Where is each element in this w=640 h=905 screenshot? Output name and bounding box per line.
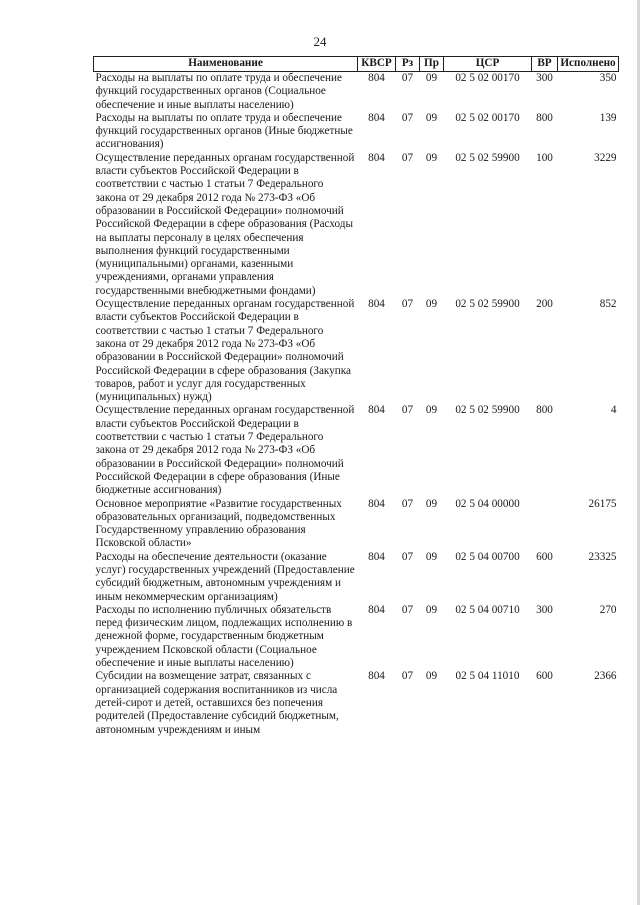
row-amount: 23325 — [588, 550, 617, 563]
row-csr: 02 5 02 00170 — [455, 111, 520, 124]
header-csr: ЦСР — [444, 57, 532, 72]
row-rz: 07 — [401, 497, 414, 510]
row-kvsr: 804 — [368, 497, 385, 510]
row-kvsr: 804 — [368, 603, 385, 616]
row-name: Основное мероприятие «Развитие государственных образовательных организаций, подведомственных Государственному управлению образования Псковской области» — [95, 497, 342, 550]
row-name: Осуществление переданных органам государственной власти субъектов Российской Федерации в соответствии с частью 1 статьи 7 Федерального закона от 29 декабря 2012 года № 273-ФЗ «Об образовании в Российской Федерации» полномочий Российской Федерации в сфере образования (Закупка товаров, работ и услуг для государственных (муниципальных) нужд) — [95, 298, 355, 404]
table-row — [94, 298, 619, 404]
row-kvsr: 804 — [368, 550, 385, 563]
row-rz: 07 — [401, 404, 414, 417]
row-name: Расходы на выплаты по оплате труда и обеспечение функций государственных органов (Иные бюджетные ассигнования) — [95, 111, 353, 151]
row-csr: 02 5 02 59900 — [455, 298, 520, 311]
table-header-row — [94, 57, 619, 72]
row-amount: 3229 — [594, 151, 617, 164]
row-csr: 02 5 02 59900 — [455, 404, 520, 417]
row-amount: 852 — [599, 298, 617, 311]
row-name: Осуществление переданных органам государственной власти субъектов Российской Федерации в соответствии с частью 1 статьи 7 Федерального закона от 29 декабря 2012 года № 273-ФЗ «Об образовании в Российской Федерации» полномочий Российской Федерации в сфере образования (Иные бюджетные ассигнования) — [95, 404, 355, 497]
row-amount: 4 — [610, 404, 617, 417]
row-csr: 02 5 04 00710 — [455, 603, 520, 616]
row-vr: 300 — [536, 603, 553, 616]
row-vr — [532, 498, 558, 551]
row-amount: 270 — [599, 603, 617, 616]
row-vr: 800 — [536, 404, 553, 417]
table-row — [94, 670, 619, 736]
header-amount: Исполнено — [558, 57, 619, 72]
row-pr: 09 — [425, 72, 438, 84]
row-pr: 09 — [425, 298, 438, 311]
row-csr: 02 5 04 11010 — [455, 670, 520, 683]
table-row — [94, 112, 619, 152]
row-pr: 09 — [425, 603, 438, 616]
table-row — [94, 152, 619, 298]
table-row — [94, 72, 619, 112]
row-vr: 200 — [536, 298, 553, 311]
row-pr: 09 — [425, 404, 438, 417]
row-pr: 09 — [425, 670, 438, 683]
row-rz: 07 — [401, 670, 414, 683]
header-rz: Рз — [396, 57, 420, 72]
row-kvsr: 804 — [368, 72, 385, 84]
row-vr: 800 — [536, 111, 553, 124]
row-kvsr: 804 — [368, 111, 385, 124]
header-vr: ВР — [532, 57, 558, 72]
row-name: Субсидии на возмещение затрат, связанных с организацией содержания воспитанников из числа детей-сирот и детей, оставшихся без попечения родителей (Предоставление субсидий бюджетным, автономным учреждениям и иным — [95, 670, 339, 736]
table-row — [94, 404, 619, 497]
row-rz: 07 — [401, 550, 414, 563]
row-name: Осуществление переданных органам государственной власти субъектов Российской Федерации в соответствии с частью 1 статьи 7 Федерального закона от 29 декабря 2012 года № 273-ФЗ «Об образовании в Российской Федерации» полномочий Российской Федерации в сфере образования (Расходы на выплаты персоналу в целях обеспечения выполнения функций государственными (муниципальными) органами, казенными учреждениями, органами управления государственными внебюджетными фондами) — [95, 151, 355, 297]
row-vr: 100 — [536, 151, 553, 164]
row-rz: 07 — [401, 72, 414, 84]
table-row — [94, 498, 619, 551]
row-csr: 02 5 02 59900 — [455, 151, 520, 164]
row-pr: 09 — [425, 151, 438, 164]
row-amount: 350 — [599, 72, 617, 84]
row-csr: 02 5 04 00000 — [455, 497, 520, 510]
row-pr: 09 — [425, 550, 438, 563]
row-amount: 139 — [599, 111, 617, 124]
row-name: Расходы по исполнению публичных обязательств перед физическим лицом, подлежащих исполнению в денежной форме, государственным бюджетным учреждением Псковской области (Социальное обеспечение и иные выплаты населению) — [95, 603, 353, 670]
row-csr: 02 5 04 00700 — [455, 550, 520, 563]
budget-table — [93, 56, 619, 737]
row-kvsr: 804 — [368, 404, 385, 417]
page-number: 24 — [313, 34, 327, 49]
row-name: Расходы на выплаты по оплате труда и обеспечение функций государственных органов (Социальное обеспечение и иные выплаты населению) — [95, 72, 342, 111]
header-kvsr: КВСР — [358, 57, 396, 72]
row-vr: 300 — [536, 72, 553, 84]
row-kvsr: 804 — [368, 151, 385, 164]
row-kvsr: 804 — [368, 298, 385, 311]
row-name: Расходы на обеспечение деятельности (оказание услуг) государственных учреждений (Предоставление субсидий бюджетным, автономным учреждениям и иным некоммерческим организациям) — [95, 550, 355, 603]
table-row — [94, 551, 619, 604]
header-name: Наименование — [94, 57, 358, 72]
row-rz: 07 — [401, 111, 414, 124]
row-vr: 600 — [536, 670, 553, 683]
row-pr: 09 — [425, 497, 438, 510]
row-amount: 26175 — [588, 497, 617, 510]
row-rz: 07 — [401, 603, 414, 616]
table-row — [94, 604, 619, 670]
row-pr: 09 — [425, 111, 438, 124]
row-rz: 07 — [401, 298, 414, 311]
row-rz: 07 — [401, 151, 414, 164]
header-pr: Пр — [420, 57, 444, 72]
row-amount: 2366 — [594, 670, 617, 683]
row-vr: 600 — [536, 550, 553, 563]
row-csr: 02 5 02 00170 — [455, 72, 520, 84]
row-kvsr: 804 — [368, 670, 385, 683]
